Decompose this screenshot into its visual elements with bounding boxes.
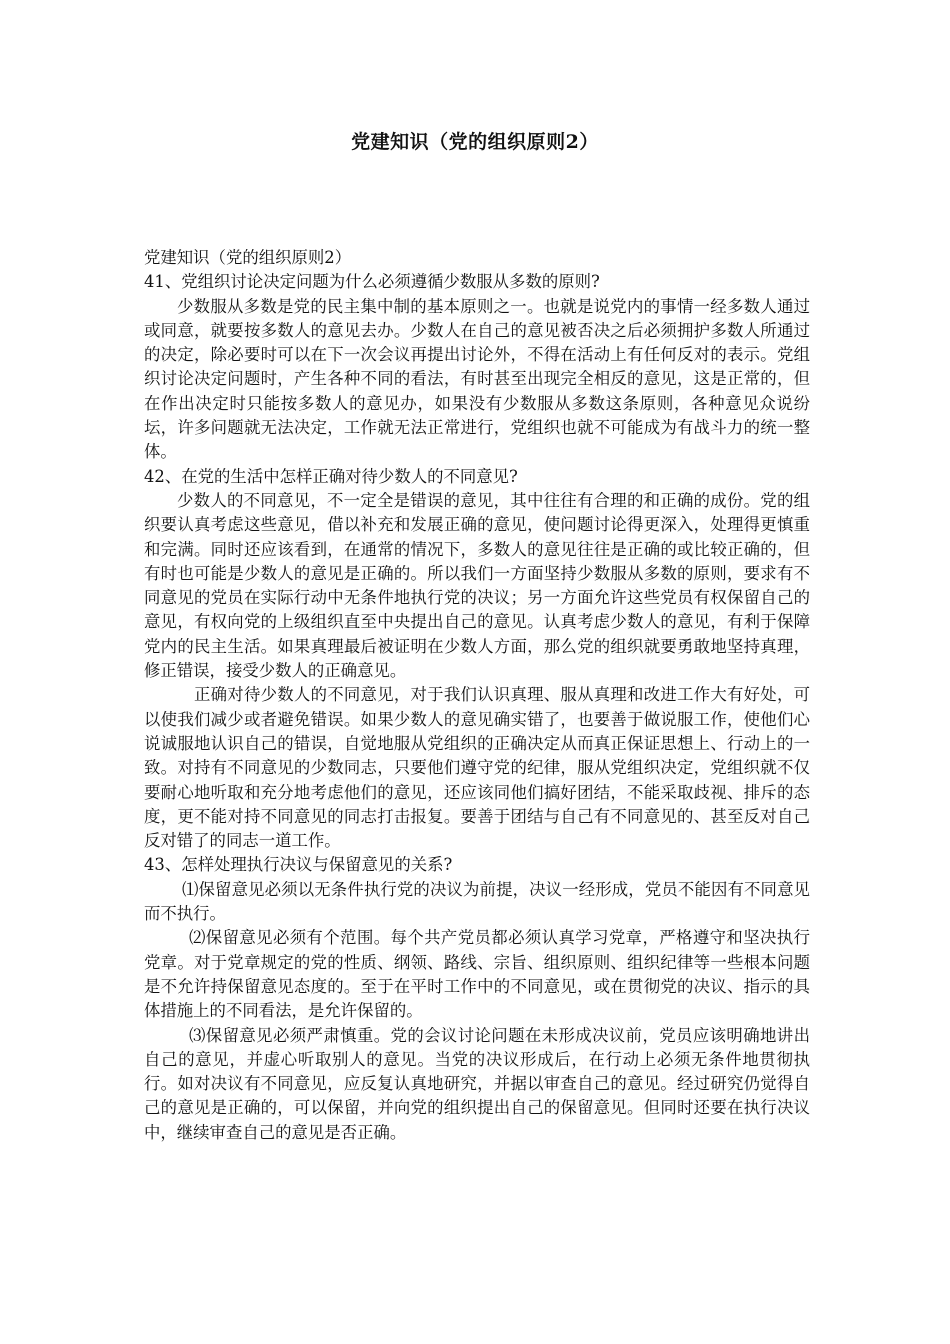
answer-43-item-1: ⑴保留意见必须以无条件执行党的决议为前提，决议一经形成，党员不能因有不同意见而不执行。 — [144, 879, 810, 924]
question-43: 43、怎样处理执行决议与保留意见的关系? — [144, 855, 453, 875]
document-body — [144, 246, 810, 1145]
question-42: 42、在党的生活中怎样正确对待少数人的不同意见? — [144, 466, 518, 486]
question-41: 41、党组织讨论决定问题为什么必须遵循少数服从多数的原则? — [144, 272, 600, 292]
answer-42-paragraph-2: 正确对待少数人的不同意见，对于我们认识真理、服从真理和改进工作大有好处，可以使我们减少或者避免错误。如果少数人的意见确实错了，也要善于做说服工作，使他们心说诚服地认识自己的错误，自觉地服从党组织的正确决定从而真正保证思想上、行动上的一致。对持有不同意见的少数同志，只要他们遵守党的纪律，服从党组织决定，党组织就不仅要耐心地听取和充分地考虑他们的意见，还应该同他们搞好团结，不能采取歧视、排斥的态度，更不能对持不同意见的同志打击报复。要善于团结与自己有不同意见的、甚至反对自己反对错了的同志一道工作。 — [144, 685, 810, 851]
answer-43-item-2: ⑵保留意见必须有个范围。每个共产党员都必须认真学习党章，严格遵守和坚决执行党章。对于党章规定的党的性质、纲领、路线、宗旨、组织原则、组织纪律等一些根本问题是不允许持保留意见态度的。至于在平时工作中的不同意见，或在贯彻党的决议、指示的具体措施上的不同看法，是允许保留的。 — [144, 928, 810, 1021]
body-subtitle: 党建知识（党的组织原则2） — [144, 248, 352, 267]
answer-42-paragraph-1: 少数人的不同意见，不一定全是错误的意见，其中往往有合理的和正确的成份。党的组织要认真考虑这些意见，借以补充和发展正确的意见，使问题讨论得更深入，处理得更慎重和完满。同时还应该看到，在通常的情况下，多数人的意见往往是正确的或比较正确的，但有时也可能是少数人的意见是正确的。所以我们一方面坚持少数服从多数的原则，要求有不同意见的党员在实际行动中无条件地执行党的决议；另一方面允许这些党员有权保留自己的意见，有权向党的上级组织直至中央提出自己的意见。认真考虑少数人的意见，有利于保障党内的民主生活。如果真理最后被证明在少数人方面，那么党的组织就要勇敢地坚持真理，修正错误，接受少数人的正确意见。 — [144, 490, 810, 681]
answer-43-item-3: ⑶保留意见必须严肃慎重。党的会议讨论问题在未形成决议前，党员应该明确地讲出自己的意见，并虚心听取别人的意见。当党的决议形成后，在行动上必须无条件地贯彻执行。如对决议有不同意见，应反复认真地研究，并据以审查自己的意见。经过研究仍觉得自己的意见是正确的，可以保留，并向党的组织提出自己的保留意见。但同时还要在执行决议中，继续审查自己的意见是否正确。 — [144, 1025, 810, 1142]
document-title: 党建知识（党的组织原则2） — [351, 131, 599, 153]
answer-41: 少数服从多数是党的民主集中制的基本原则之一。也就是说党内的事情一经多数人通过或同意，就要按多数人的意见去办。少数人在自己的意见被否决之后必须拥护多数人所通过的决定，除必要时可以在下一次会议再提出讨论外，不得在活动上有任何反对的表示。党组织讨论决定问题时，产生各种不同的看法，有时甚至出现完全相反的意见，这是正常的，但在作出决定时只能按多数人的意见办，如果没有少数服从多数这条原则，各种意见众说纷坛，许多问题就无法决定，工作就无法正常进行，党组织也就不可能成为有战斗力的统一整体。 — [144, 296, 810, 462]
